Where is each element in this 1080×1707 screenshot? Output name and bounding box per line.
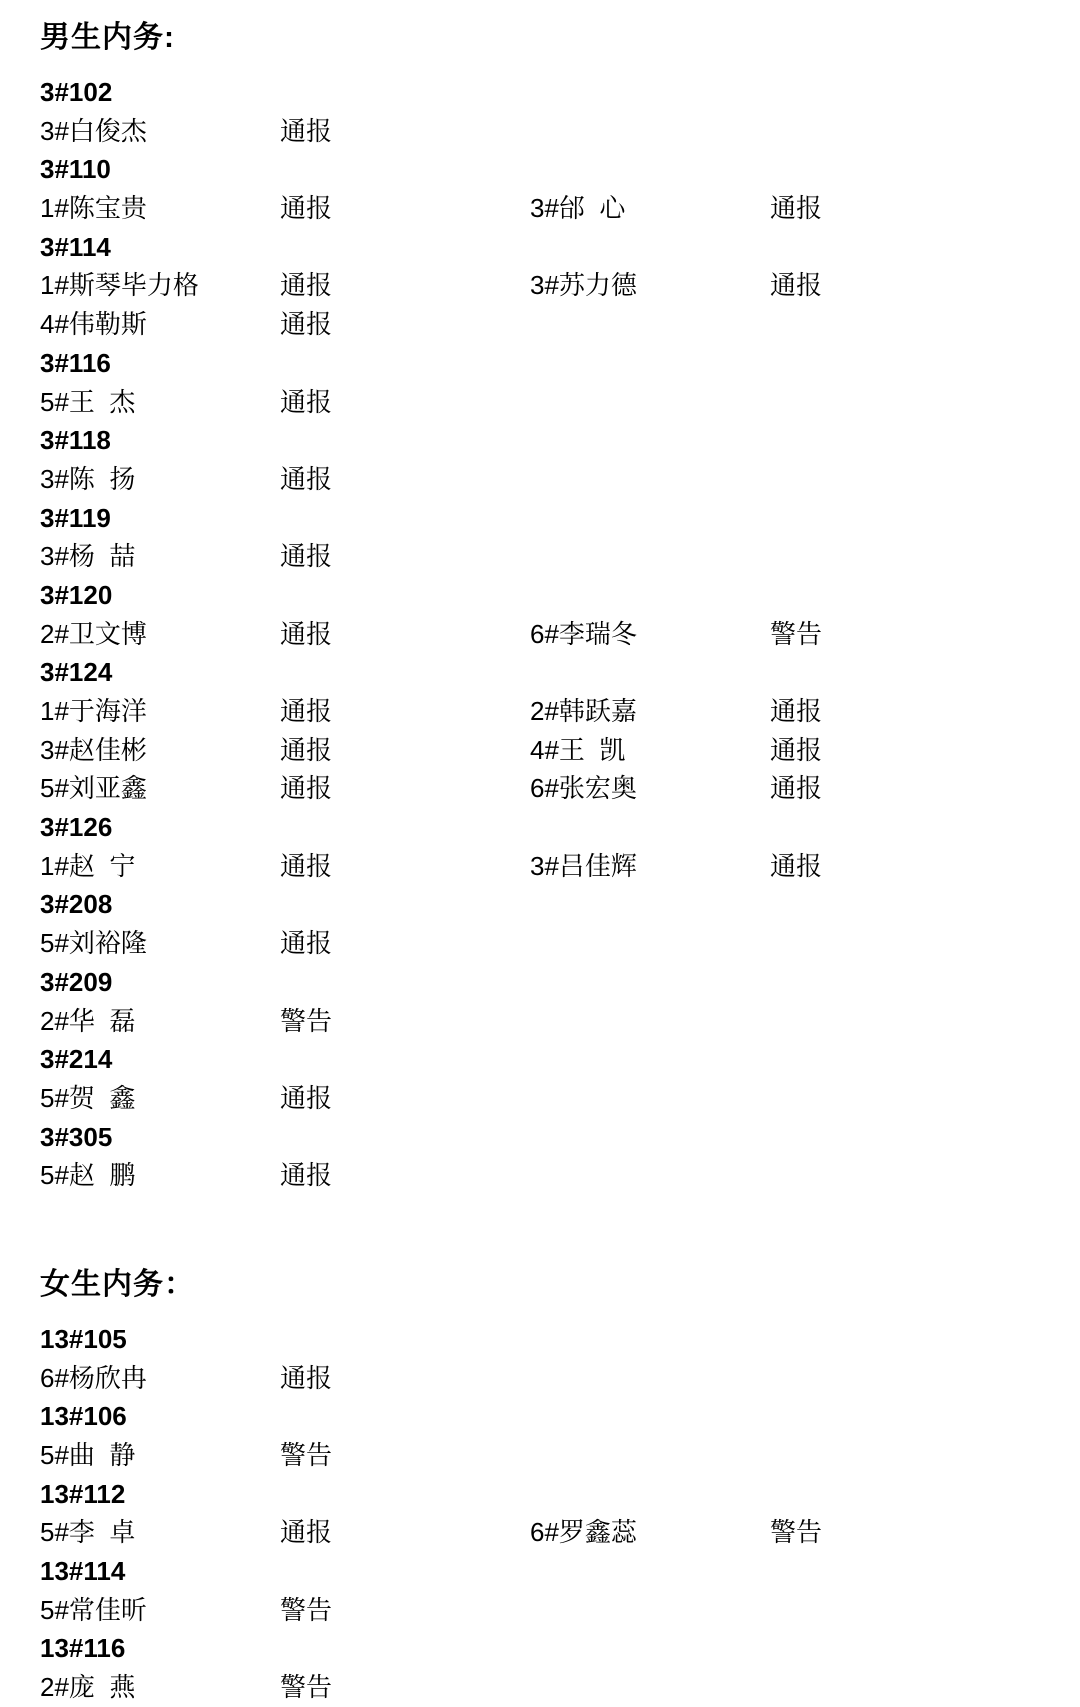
document-section [40,18,1040,1195]
entry-cell [530,190,1020,228]
person-name: 3#赵佳彬 [40,734,147,765]
person-name: 6#张宏奥 [530,773,637,804]
entry-row [40,692,1040,731]
room-block [40,150,1040,227]
room-block [40,963,1040,1040]
punishment-label: 通报 [770,270,823,301]
entry-cell [40,1592,530,1630]
punishment-label: 通报 [280,850,333,881]
room-number: 3#124 [40,657,113,688]
room-block [40,421,1040,498]
punishment-label: 警告 [280,1594,333,1625]
document-body [40,18,1040,1707]
entry-row [40,1079,1040,1118]
entry-row [40,266,1040,305]
entry-row [40,1156,1040,1195]
entry-cell [40,1514,530,1552]
entry-cell [40,1157,530,1195]
room-number: 3#305 [40,1121,113,1152]
entry-cell [40,461,530,499]
person-name: 2#卫文博 [40,618,147,649]
entry-row [40,847,1040,886]
entry-cell [40,848,530,886]
punishment-label: 通报 [280,928,333,959]
person-name: 5#曲 静 [40,1440,136,1470]
entry-row [40,1002,1040,1041]
entry-row [40,305,1040,344]
entry-row [40,731,1040,770]
room-number: 3#126 [40,812,113,843]
punishment-label: 通报 [280,541,333,572]
person-name: 6#李瑞冬 [530,618,637,649]
punishment-label: 通报 [770,773,823,804]
person-name: 6#杨欣冉 [40,1362,147,1393]
entry-cell [40,770,530,808]
room-number: 3#208 [40,889,113,920]
entry-row [40,1591,1040,1630]
room-block [40,1040,1040,1117]
entry-cell [530,693,1020,731]
person-name: 3#陈 扬 [40,463,136,494]
person-name: 1#赵 宁 [40,850,136,881]
document-section [40,1265,1040,1707]
punishment-label: 通报 [770,193,823,224]
room-block [40,576,1040,653]
entry-cell [530,732,1020,770]
punishment-label: 通报 [280,618,333,649]
entry-cell [40,693,530,731]
room-block [40,499,1040,576]
punishment-label: 通报 [280,696,333,726]
entry-cell [40,1003,530,1041]
person-name: 2#华 磊 [40,1005,136,1036]
entry-cell [530,848,1020,886]
room-number: 13#112 [40,1478,126,1509]
room-number: 13#105 [40,1323,127,1354]
entry-cell [40,190,530,228]
section-title: 女生内务： [40,1267,195,1301]
punishment-label: 警告 [770,1517,823,1548]
entry-cell [530,616,1020,654]
room-number: 3#116 [40,347,111,378]
entry-row [40,1436,1040,1475]
entry-row [40,537,1040,576]
person-name: 3#白俊杰 [40,115,147,146]
entry-row [40,1513,1040,1552]
room-number: 3#119 [40,502,111,533]
punishment-label: 通报 [280,270,333,301]
punishment-label: 通报 [280,193,333,224]
entry-cell [40,925,530,963]
punishment-label: 通报 [770,734,823,765]
entry-row [40,189,1040,228]
entry-row [40,615,1040,654]
room-number: 13#116 [40,1633,126,1664]
person-name: 3#吕佳辉 [530,850,637,881]
person-name: 2#韩跃嘉 [530,696,637,726]
entry-cell [530,770,1020,808]
room-block [40,73,1040,150]
entry-row [40,769,1040,808]
room-number: 3#102 [40,77,113,107]
room-block [40,653,1040,808]
room-block [40,885,1040,962]
room-number: 3#118 [40,425,111,456]
person-name: 5#贺 鑫 [40,1082,136,1113]
person-name: 4#伟勒斯 [40,309,147,340]
entry-cell [530,267,1020,305]
person-name: 5#王 杰 [40,386,136,417]
person-name: 1#于海洋 [40,696,147,726]
person-name: 2#庞 燕 [40,1672,136,1703]
entry-cell [40,384,530,422]
punishment-label: 警告 [280,1440,333,1470]
entry-row [40,383,1040,422]
punishment-label: 通报 [280,115,333,146]
room-block [40,1552,1040,1629]
person-name: 5#李 卓 [40,1517,136,1548]
room-block [40,228,1040,344]
entry-row [40,1668,1040,1707]
person-name: 1#陈宝贵 [40,193,147,224]
punishment-label: 通报 [770,696,823,726]
room-block [40,1629,1040,1706]
punishment-label: 通报 [280,734,333,765]
entry-row [40,112,1040,151]
punishment-label: 通报 [280,1517,333,1548]
room-number: 3#114 [40,231,111,262]
punishment-label: 通报 [770,850,823,881]
person-name: 5#刘亚鑫 [40,773,147,804]
punishment-label: 通报 [280,1082,333,1113]
room-number: 3#120 [40,579,113,610]
punishment-label: 通报 [280,1362,333,1393]
person-name: 1#斯琴毕力格 [40,270,199,301]
entry-row [40,1359,1040,1398]
person-name: 6#罗鑫蕊 [530,1517,637,1548]
entry-cell [530,1514,1020,1552]
punishment-label: 通报 [280,1160,333,1191]
person-name: 5#刘裕隆 [40,928,147,959]
person-name: 3#杨 喆 [40,541,136,572]
punishment-label: 警告 [770,618,823,649]
entry-cell [40,1669,530,1707]
punishment-label: 警告 [280,1672,333,1703]
entry-cell [40,1360,530,1398]
entry-cell [40,1437,530,1475]
entry-cell [40,616,530,654]
punishment-label: 通报 [280,773,333,804]
entry-cell [40,113,530,151]
punishment-label: 通报 [280,463,333,494]
punishment-label: 通报 [280,386,333,417]
entry-cell [40,267,530,305]
room-number: 3#214 [40,1044,113,1075]
person-name: 4#王 凯 [530,734,626,765]
room-number: 13#106 [40,1401,127,1432]
person-name: 5#赵 鹏 [40,1160,136,1191]
entry-row [40,460,1040,499]
punishment-label: 警告 [280,1005,333,1036]
room-number: 13#114 [40,1556,126,1587]
room-block [40,808,1040,885]
entry-cell [40,732,530,770]
entry-cell [40,306,530,344]
room-block [40,344,1040,421]
room-block [40,1397,1040,1474]
section-title: 男生内务: [40,21,175,54]
entry-row [40,924,1040,963]
room-block [40,1320,1040,1397]
section-gap [40,1195,1040,1257]
person-name: 3#苏力德 [530,270,637,301]
entry-cell [40,1080,530,1118]
entry-cell [40,538,530,576]
punishment-label: 通报 [280,309,333,340]
room-number: 3#209 [40,966,113,997]
room-block [40,1475,1040,1552]
person-name: 5#常佳昕 [40,1594,147,1625]
person-name: 3#邰 心 [530,193,626,224]
room-block [40,1118,1040,1195]
room-number: 3#110 [40,154,111,185]
